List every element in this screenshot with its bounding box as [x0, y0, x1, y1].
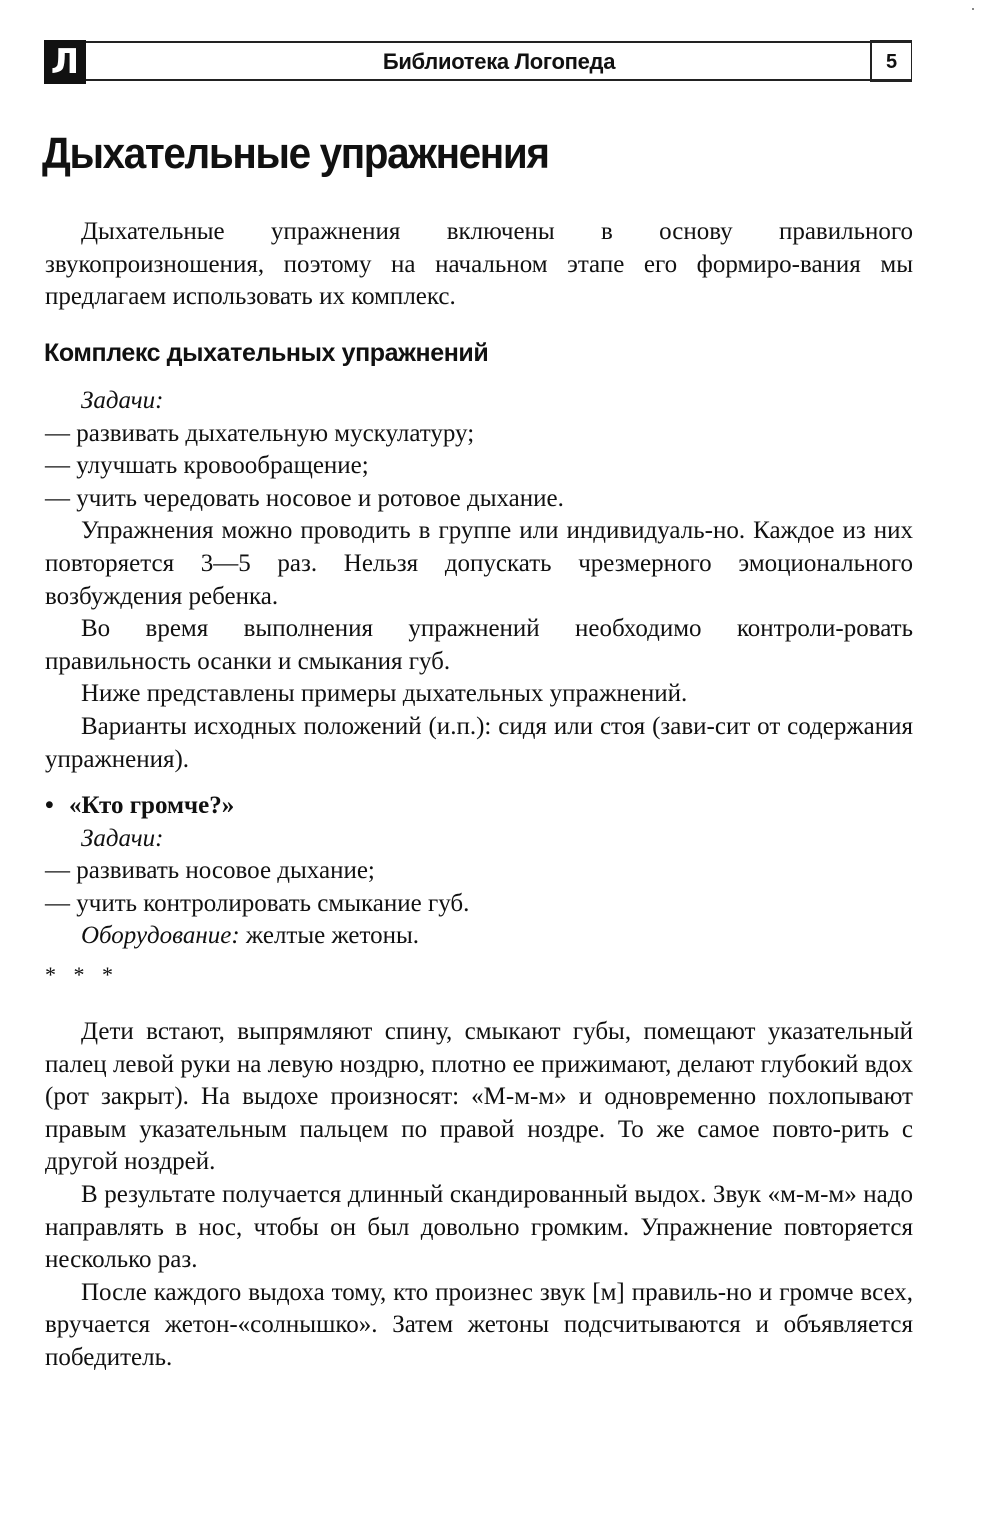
- chapter-title: Дыхательные упражнения: [42, 129, 549, 178]
- separator-stars: * * *: [45, 961, 119, 987]
- body-paragraph: Во время выполнения упражнений необходимо контроли-ровать правильность осанки и смыкания губ.: [45, 615, 913, 675]
- description-paragraph: Дети встают, выпрямляют спину, смыкают губы, помещают указательный палец левой руки на левую ноздрю, плотно ее прижимают, делают глубокий вдох (рот закрыт). На выдохе произносят: «М-м-м» и одновременно похлопывают правым указательным пальцем по правой ноздре. То же самое повто-рить с другой ноздрей.: [45, 1018, 913, 1176]
- running-title: Библиотека Логопеда: [382, 49, 616, 74]
- intro-block: [45, 216, 913, 314]
- description-paragraph: После каждого выдоха тому, кто произнес звук [м] правиль-но и громче всех, вручается жетон-«солнышко». Затем жетоны подсчитываются и объявляется победитель.: [45, 1278, 913, 1371]
- body-paragraph: Ниже представлены примеры дыхательных упражнений.: [81, 680, 688, 708]
- task-item: — улучшать кровообращение;: [45, 452, 369, 480]
- equipment-label: Оборудование:: [81, 922, 240, 950]
- header-rule-bottom: [86, 79, 912, 81]
- exercise-title-text: «Кто громче?»: [69, 792, 235, 819]
- description-paragraph: В результате получается длинный скандированный выдох. Звук «м-м-м» надо направлять в нос, чтобы он был довольно громким. Упражнение повторяется несколько раз.: [45, 1180, 913, 1274]
- library-logo-icon: Л: [44, 40, 86, 84]
- equipment-line: [45, 920, 913, 953]
- exercise-block: [45, 790, 913, 992]
- exercise-task-item: — развивать носовое дыхание;: [45, 857, 375, 885]
- exercise-description: [45, 1016, 913, 1375]
- body-paragraph: Варианты исходных положений (и.п.): сидя или стоя (зави-сит от содержания упражнения).: [45, 712, 913, 773]
- exercise-task-item: — учить контролировать смыкание губ.: [45, 889, 470, 917]
- body-paragraph: Упражнения можно проводить в группе или индивидуаль-но. Каждое из них повторяется 3—5 раз. Нельзя допускать чрезмерного эмоционального возбуждения ребенка.: [45, 517, 913, 610]
- task-item: — развивать дыхательную мускулатуру;: [45, 419, 475, 447]
- scan-speck: [972, 8, 974, 10]
- bullet-icon: •: [45, 792, 54, 819]
- exercise-title: [45, 790, 913, 823]
- tasks-label: Задачи:: [81, 387, 164, 414]
- section-title: Комплекс дыхательных упражнений: [44, 339, 489, 367]
- intro-paragraph: Дыхательные упражнения включены в основу правильного звукопроизношения, поэтому на начальном этапе его формиро-вания мы предлагаем использовать их комплекс.: [45, 218, 913, 311]
- page-number: 5: [870, 40, 912, 82]
- task-item: — учить чередовать носовое и ротовое дыхание.: [45, 484, 564, 512]
- equipment-value: желтые жетоны.: [239, 922, 420, 950]
- section-body: [45, 385, 913, 776]
- running-header: [44, 40, 912, 84]
- exercise-tasks-label: Задачи:: [81, 824, 164, 852]
